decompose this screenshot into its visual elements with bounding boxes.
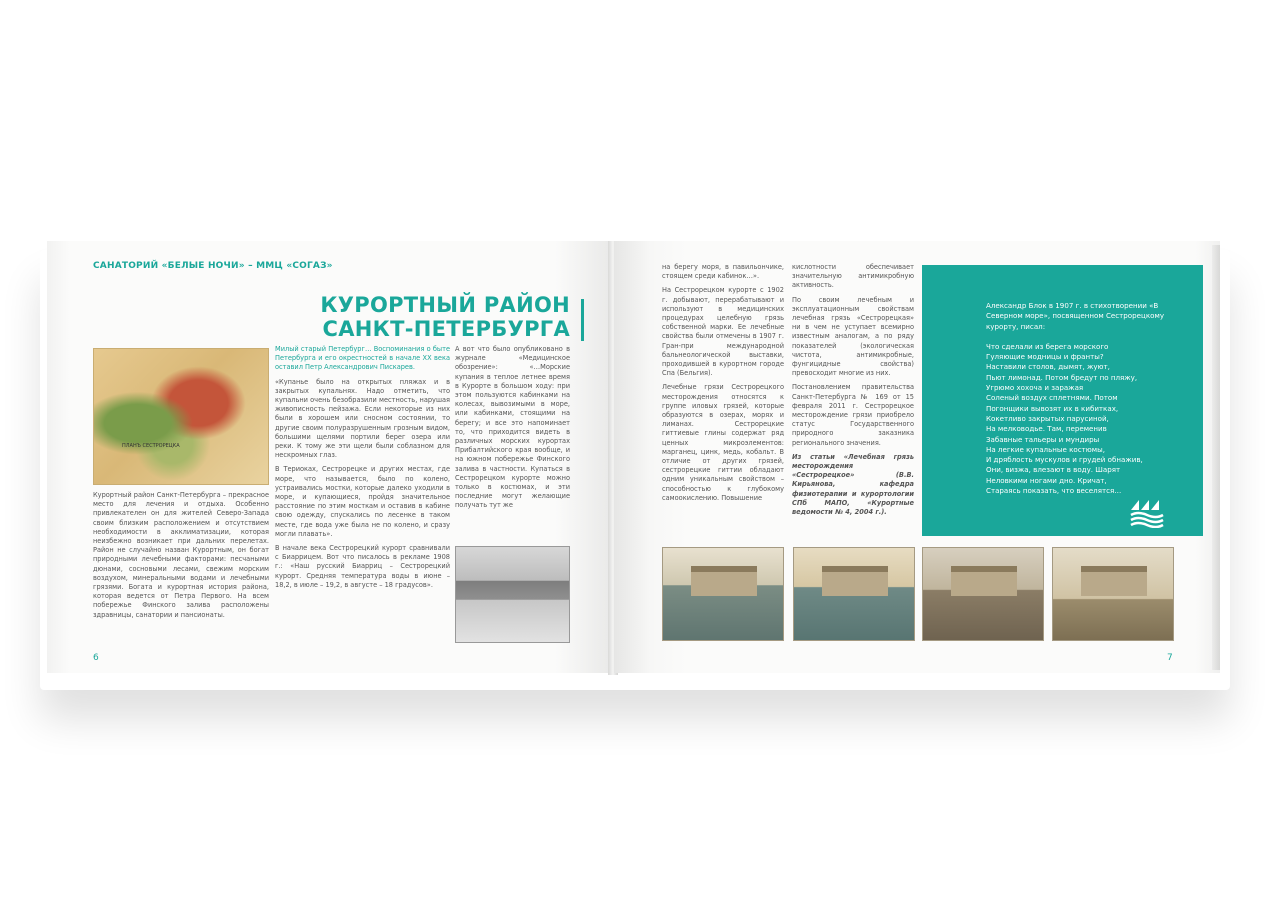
title-line-1: КУРОРТНЫЙ РАЙОН <box>320 293 570 317</box>
memoir-intro: Милый старый Петербург… Воспоминания о быте Петербурга и его окрестностей в начале XX века оставил Петр Александрович Пискарев. <box>275 345 450 372</box>
map-image <box>93 348 269 485</box>
waves-logo-icon <box>1129 496 1165 528</box>
journal-paragraph: А вот что было опубликовано в журнале «Медицинское обозрение»: «…Морские купания в теплое летнее время в Курорте в большом ходу: при этом пользуются кабинками на колесах, вывозимыми в море, или кабинками, стоящими на берегу; и все это напоминает то, что приходится видеть в различных морских курортах Прибалтийского края вообще, и на южном побережье Финского залива в частности. Купаться в Сестрорецком курорте можно только в костюмах, и эти последние могут желающие получать тут же <box>455 345 570 510</box>
title-line-2: САНКТ-ПЕТЕРБУРГА <box>322 317 570 341</box>
mud-paragraph-3: Лечебные грязи Сестрорецкого месторождения относятся к группе иловых грязей, которые образуются в озерах, морях и лиманах. Сестрорецкие гиттиевые глины содержат ряд ценных микроэлементов: марганец, цинк, медь, кобальт. В отличие от других грязей, сестрорецкие гиттии обладают одним уникальным свойством – способностью к глубокому самоокислению. Повышение <box>662 383 784 502</box>
title-accent-bar <box>581 299 584 341</box>
properties-paragraph-2: По своим лечебным и эксплуатационным свойствам лечебная грязь «Сестрорецкая» ни в чем не уступает всемирно известным аналогам, а по ряду показателей (экологическая чистота, антимикробные, фунгицидные свойства) превосходит многие из них. <box>792 295 914 378</box>
intro-column <box>93 491 269 625</box>
poem-line: Они, визжа, влезают в воду. Шарят <box>986 465 1121 475</box>
poem-line: Неловкими ногами дно. Кричат, <box>986 475 1107 485</box>
right-page <box>614 241 1220 673</box>
poem-text <box>986 342 1183 496</box>
properties-paragraph-1: кислотности обеспечивает значительную антимикробную активность. <box>792 263 914 290</box>
memoir-paragraph-1: «Купанье было на открытых пляжах и в закрытых купальнях. Надо отметить, что купальни очень безобразили местность, нарушая живописность пейзажа. Если некоторые из них были в хорошем или сносном состоянии, то другие своим полуразрушенным грозным видом, большими щелями портили берег озера или реки. К тому же эти щели были соблазном для нескромных глаз. <box>275 377 450 460</box>
poem-line: Забавные тальеры и мундиры <box>986 434 1100 444</box>
poem-intro: Александр Блок в 1907 г. в стихотворении «В Северном море», посвященном Сестрорецкому курорту, писал: <box>986 301 1165 331</box>
intro-paragraph: Курортный район Санкт-Петербурга – прекрасное место для лечения и отдыха. Особенно привлекателен он для жителей Северо-Запада своим близким расположением и отсутствием необходимости в акклиматизации, которая неизбежно возникает при дальних перелетах. Район не случайно назван Курортным, он богат природными лечебными факторами: песчаными дюнами, сосновыми лесами, свежим морским воздухом, минеральными водами и лечебными грязями. Богата и курортная история района, которая ведется от Петра Первого. На всем побережье Финского залива расположены здравницы, санатории и пансионаты. <box>93 491 269 619</box>
postcard-image-4 <box>1052 547 1174 641</box>
poem-line: Соленый воздух сплетнями. Потом <box>986 393 1118 403</box>
map-caption: ПЛАНЪ СЕСТРОРЕЦКА <box>122 443 180 449</box>
poem-line: Погонщики вывозят их в кибитках, <box>986 403 1119 413</box>
poem-line: Кокетливо закрытых парусиной, <box>986 413 1109 423</box>
properties-paragraph-3: Постановлением правительства Санкт-Петербурга № 169 от 15 февраля 2011 г. Сестрорецкое месторождение грязи приобрело статус Государственного природного заказника регионального значения. <box>792 383 914 447</box>
poem-line: На легкие купальные костюмы, <box>986 444 1105 454</box>
poem-line: Пьют лимонад. Потом бредут по пляжу, <box>986 372 1138 382</box>
postcard-image-2 <box>793 547 915 641</box>
poem-line: Стараясь показать, что веселятся… <box>986 486 1122 496</box>
page-edge <box>1212 245 1220 670</box>
poem-line: На мелководье. Там, переменив <box>986 424 1107 434</box>
memoir-paragraph-2: В Териоках, Сестрорецке и других местах, где море, что называется, было по колено, устраивались мостки, которые далеко уходили в море, и купающиеся, пройдя значительное расстояние по этим мосткам и оставив в кабине свою одежду, спускались по лесенке в таком месте, где вода уже была не по колено, и сразу могли плавать». <box>275 465 450 538</box>
postcard-building <box>1081 566 1147 596</box>
postcard-image-3 <box>922 547 1044 641</box>
poem-line: Гуляющие модницы и франты? <box>986 352 1104 362</box>
memoir-paragraph-3: В начале века Сестрорецкий курорт сравнивали с Биаррицем. Вот что писалось в рекламе 1908 г.: «Наш русский Биарриц – Сестрорецкий курорт. Средняя температура воды в июне – 18,2, в июле – 19,2, в августе – 18 градусов». <box>275 544 450 589</box>
article-source: Из статьи «Лечебная грязь месторождения «Сестрорецкое» (В.В. Кирьянова, кафедра физиотерапии и курортологии СПб МАПО, «Курортные ведомости № 4, 2004 г.). <box>792 452 914 517</box>
section-title <box>320 293 570 341</box>
mud-paragraph-2: На Сестрорецком курорте с 1902 г. добывают, перерабатывают и используют в медицинских процедурах целебную грязь собственной марки. Ее лечебные свойства были отмечены в 1907 г. Гран-при международной бальнеологической выставки, проходившей в курортном городе Спа (Бельгия). <box>662 286 784 378</box>
properties-column <box>792 263 914 522</box>
page-number-left: 6 <box>93 653 99 663</box>
postcard-image-1 <box>662 547 784 641</box>
journal-column <box>455 345 570 516</box>
postcard-building <box>951 566 1017 596</box>
left-page <box>47 241 612 673</box>
beach-photo <box>455 546 570 643</box>
page-number-right: 7 <box>1167 653 1173 663</box>
mud-column <box>662 263 784 508</box>
postcard-building <box>822 566 888 596</box>
poem-line: Угрюмо хохоча и заражая <box>986 383 1084 393</box>
poem-line: И дряблость мускулов и грудей обнажив, <box>986 455 1143 465</box>
postcard-building <box>691 566 757 596</box>
poem-line: Наставили столов, дымят, жуют, <box>986 362 1110 372</box>
poem-line: Что сделали из берега морского <box>986 341 1109 351</box>
memoir-column <box>275 345 450 595</box>
mud-paragraph-1: на берегу моря, в павильончике, стоящем среди кабинок…». <box>662 263 784 281</box>
running-head: САНАТОРИЙ «БЕЛЫЕ НОЧИ» – ММЦ «СОГАЗ» <box>93 261 333 271</box>
